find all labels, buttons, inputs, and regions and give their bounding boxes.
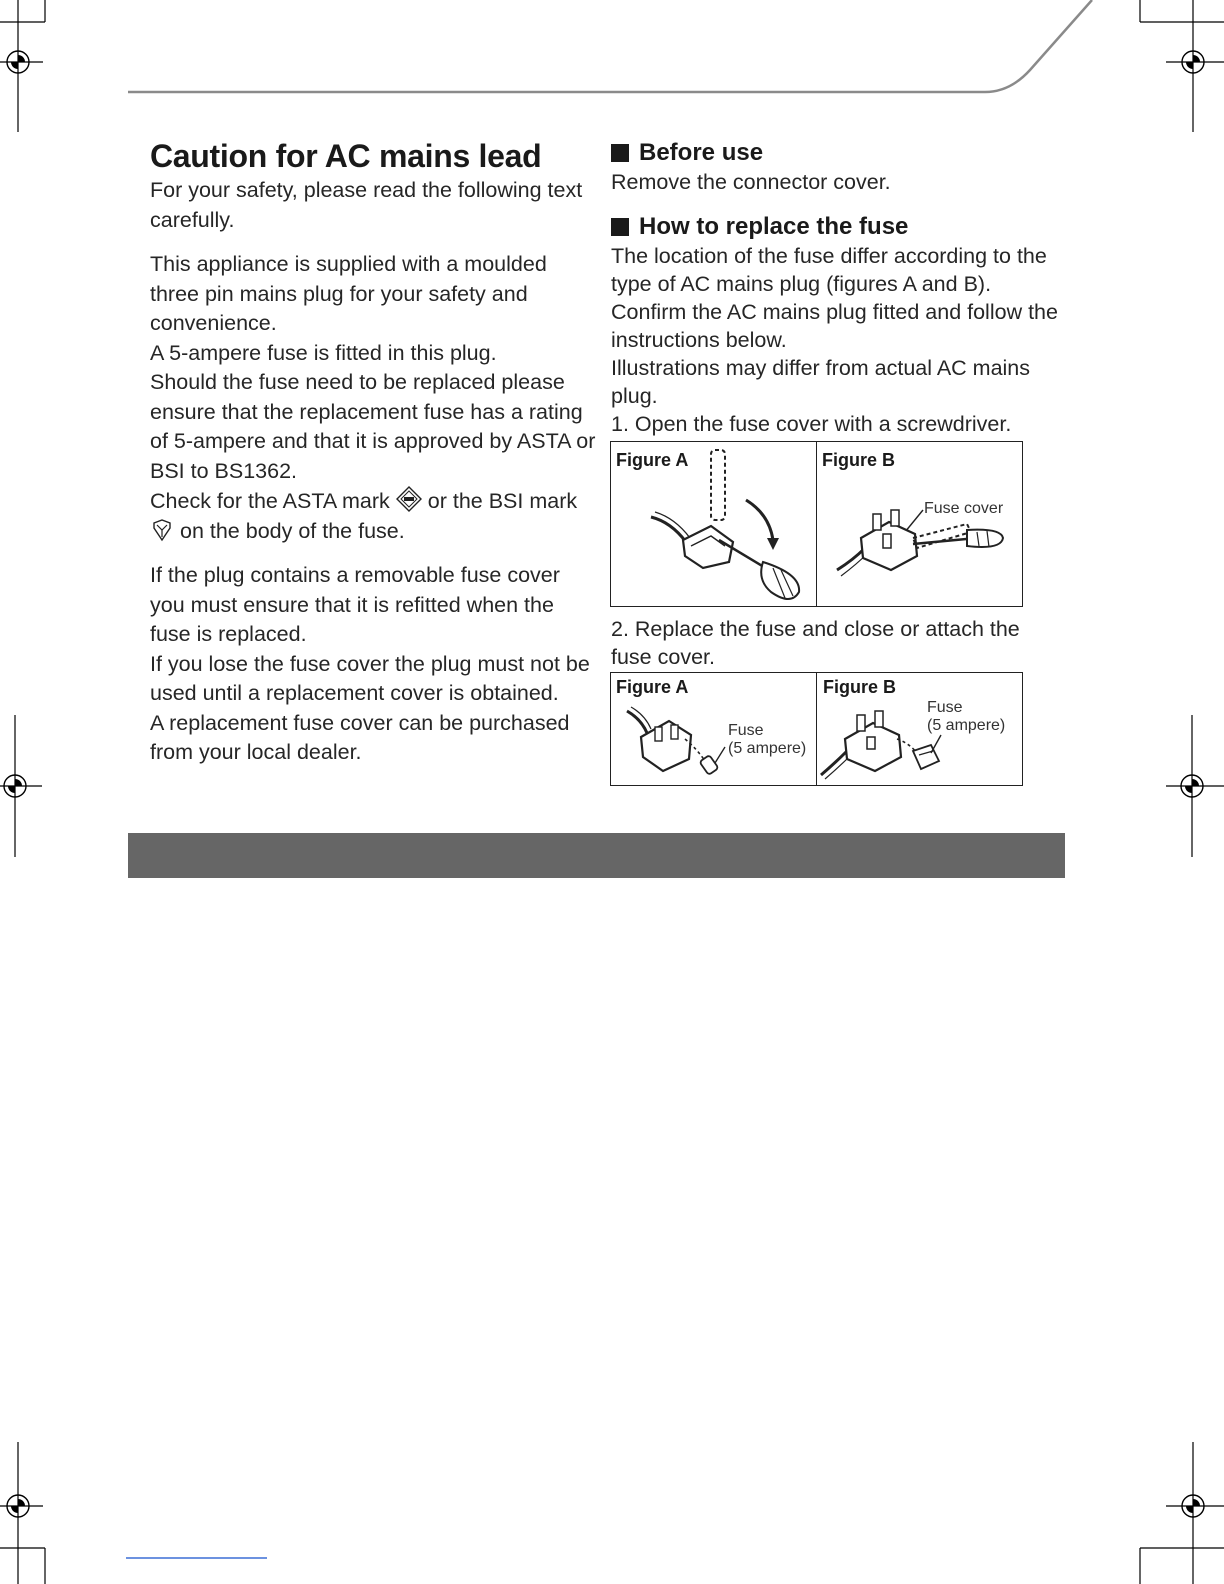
fuse-cover-label: Fuse cover: [924, 500, 1004, 517]
illustration-note: Illustrations may differ from actual AC mains plug.: [611, 356, 1031, 408]
step2-figure-a: [610, 672, 817, 786]
step2-figure-b: [816, 672, 1023, 786]
before-use-heading: Before use: [611, 138, 1061, 168]
fuse-fitted-paragraph: A 5-ampere fuse is fitted in this plug.: [150, 340, 497, 365]
fuse-label-b-line2: (5 ampere): [927, 717, 1006, 734]
step-2-text: 2. Replace the fuse and close or attach the fuse cover.: [611, 617, 1020, 669]
fuse-label-a-line2: (5 ampere): [728, 740, 807, 757]
fuse-label-a-line1: Fuse: [728, 722, 764, 739]
caution-text-column: [150, 176, 600, 768]
section-divider-bar: [128, 833, 1065, 878]
dealer-paragraph: A replacement fuse cover can be purchased from your local dealer.: [150, 710, 570, 764]
fuse-cover-paragraph: If the plug contains a removable fuse cover you must ensure that it is refitted when the fuse is replaced.: [150, 563, 560, 646]
bullet-square-icon: [611, 144, 629, 162]
replacement-fuse-paragraph: Should the fuse need to be replaced please ensure that the replacement fuse has a rating of 5-ampere and that it is approved by ASTA or BSI to BS1362.: [150, 370, 596, 483]
plug-screwdriver-illustration: [611, 442, 816, 606]
bsi-kitemark-icon: [150, 518, 174, 542]
fuse-body-text: on the body of the fuse.: [179, 518, 405, 543]
fuse-label-b-line1: Fuse: [927, 699, 963, 716]
bsi-text: or the BSI mark: [427, 489, 578, 513]
figure-b-label: Figure B: [823, 677, 897, 697]
asta-bsi-paragraph: [150, 486, 600, 546]
lost-cover-paragraph: If you lose the fuse cover the plug must not be used until a replacement cover is obtained.: [150, 651, 590, 705]
bullet-square-icon: [611, 218, 629, 236]
plug-fuse-cover-illustration: [817, 442, 1022, 606]
replace-fuse-text: The location of the fuse differ according to the type of AC mains plug (figures A and B). Confirm the AC mains plug fitted and follow the instructions below.: [611, 244, 1058, 352]
instructions-column: [611, 138, 1061, 438]
asta-text: Check for the ASTA mark: [150, 489, 390, 513]
asta-mark-icon: [396, 486, 422, 512]
figure-b-label: Figure B: [822, 450, 896, 470]
intro-paragraph: For your safety, please read the following text carefully.: [150, 178, 583, 232]
figure-a-label: Figure A: [616, 450, 689, 470]
plug-paragraph: This appliance is supplied with a moulded three pin mains plug for your safety and convenience.: [150, 252, 547, 335]
page-title: Caution for AC mains lead: [150, 138, 542, 174]
step1-figure-b: [816, 441, 1023, 607]
figure-a-label: Figure A: [616, 677, 689, 697]
step1-figure-a: [610, 441, 817, 607]
plug-fuse-b-illustration: [817, 673, 1022, 785]
replace-fuse-heading: How to replace the fuse: [611, 212, 1061, 242]
before-use-text: Remove the connector cover.: [611, 170, 891, 194]
step-1-text: 1. Open the fuse cover with a screwdriver.: [611, 412, 1012, 436]
plug-fuse-a-illustration: [611, 673, 816, 785]
